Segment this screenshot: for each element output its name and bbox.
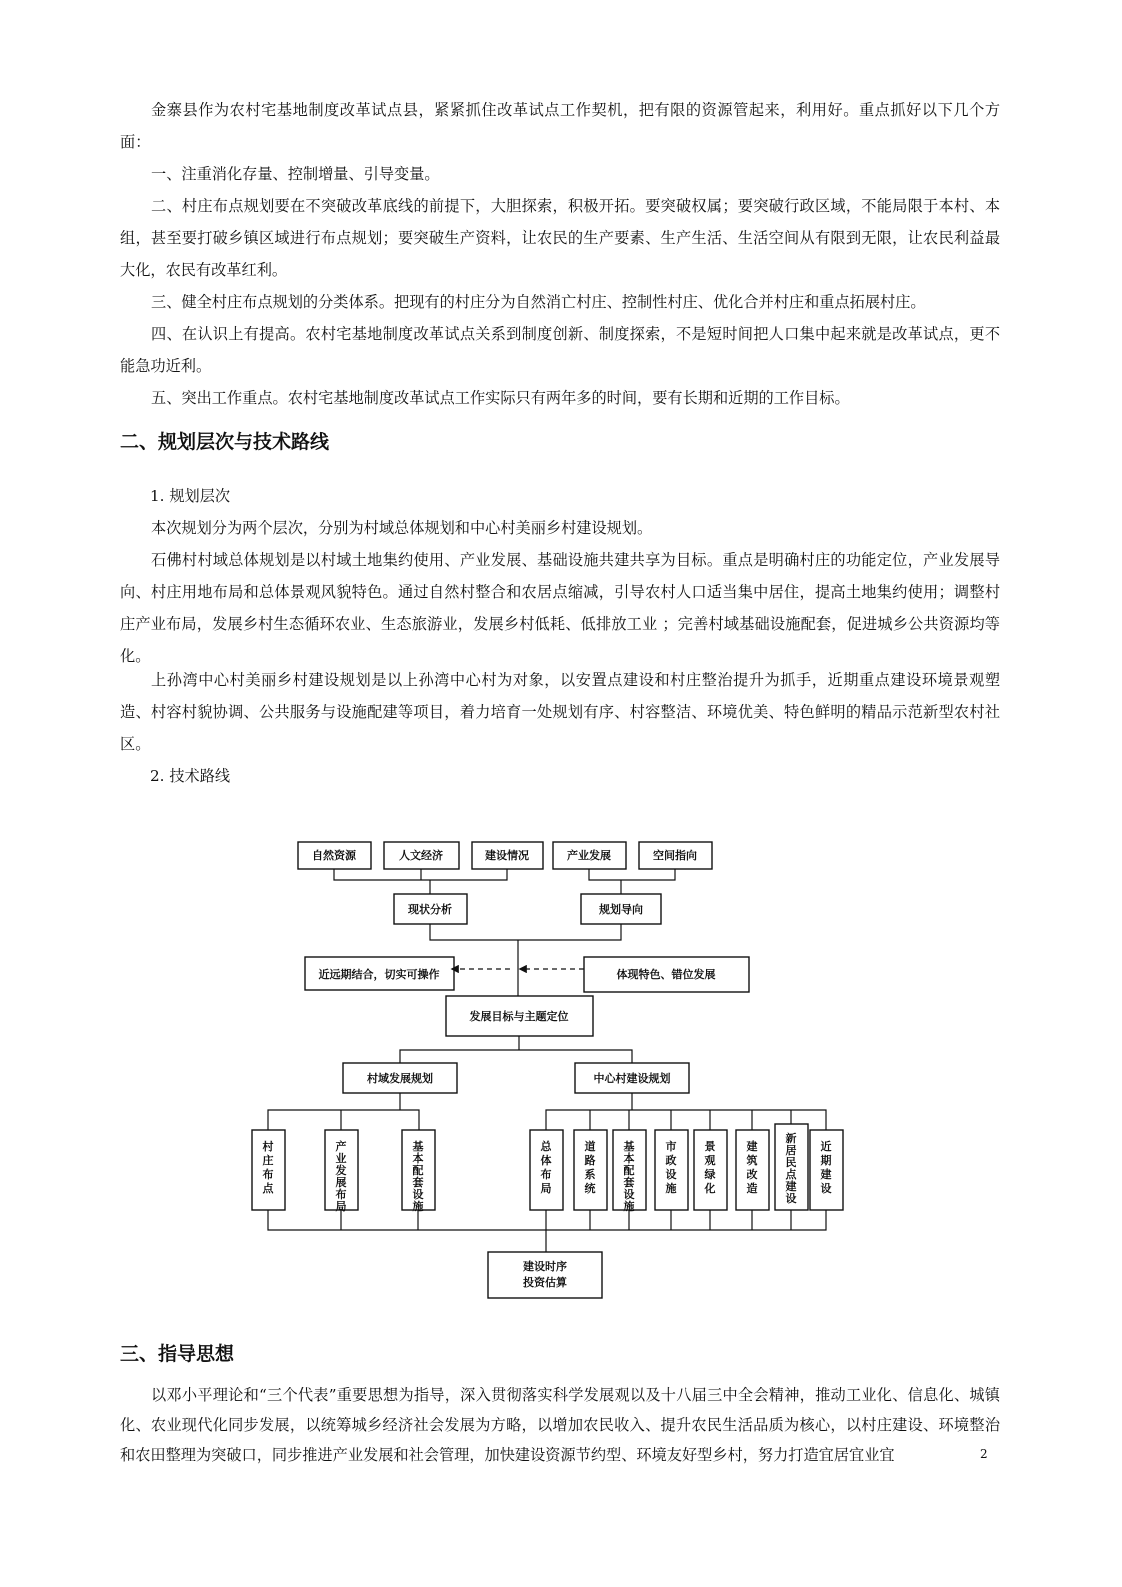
input-box-natural-resources (298, 842, 371, 869)
village-plan-box (343, 1063, 457, 1093)
svg-text:总体布局: 总体布局 (540, 1140, 552, 1195)
svg-text:村域发展规划: 村域发展规划 (367, 1072, 433, 1085)
svg-text:规划导向: 规划导向 (599, 903, 643, 916)
principle-box-left (305, 957, 454, 990)
section-heading-guiding-ideology: 三、指导思想 (120, 1343, 235, 1365)
svg-text:建设情况: 建设情况 (485, 849, 529, 862)
svg-text:投资估算: 投资估算 (523, 1276, 567, 1289)
body-paragraph: 本次规划分为两个层次，分别为村域总体规划和中心村美丽乡村建设规划。 (151, 519, 653, 537)
svg-text:自然资源: 自然资源 (312, 849, 356, 862)
svg-text:基本配套设施: 基本配套设施 (623, 1140, 635, 1213)
leaf-box-municipal-facilities (655, 1130, 688, 1210)
leaf-box-village-facilities (402, 1130, 435, 1213)
svg-text:村庄布点: 村庄布点 (262, 1140, 274, 1195)
svg-text:近期建设: 近期建设 (820, 1140, 832, 1195)
input-box-industry-development (553, 842, 626, 869)
svg-text:体现特色、错位发展: 体现特色、错位发展 (616, 968, 716, 981)
analysis-box (394, 894, 467, 924)
list-item: 四、在认识上有提高。农村宅基地制度改革试点关系到制度创新、制度探索，不是短时间把人口集中起来就是改革试点，更不能急功近利。 (120, 325, 1000, 375)
svg-text:景观绿化: 景观绿化 (704, 1140, 716, 1195)
svg-text:产业发展: 产业发展 (567, 849, 611, 862)
leaf-box-building-renovation (736, 1130, 769, 1210)
svg-text:道路系统: 道路系统 (584, 1140, 596, 1195)
svg-text:新居民点建设: 新居民点建设 (785, 1132, 797, 1205)
svg-text:空间指向: 空间指向 (653, 849, 697, 862)
subheading-planning-levels: 1. 规划层次 (150, 487, 231, 505)
svg-text:建设时序: 建设时序 (523, 1260, 567, 1273)
svg-text:近远期结合，切实可操作: 近远期结合，切实可操作 (318, 968, 440, 981)
intro-paragraph: 金寨县作为农村宅基地制度改革试点县，紧紧抓住改革试点工作契机，把有限的资源管起来，利用好。重点抓好以下几个方面： (120, 101, 1000, 151)
guidance-box (581, 894, 661, 924)
input-box-culture-economy (384, 842, 459, 869)
svg-text:市政设施: 市政设施 (665, 1140, 677, 1195)
list-item: 五、突出工作重点。农村宅基地制度改革试点工作实际只有两年多的时间，要有长期和近期的工作目标。 (151, 389, 850, 407)
svg-text:基本配套设施: 基本配套设施 (412, 1140, 424, 1213)
list-item: 三、健全村庄布点规划的分类体系。把现有的村庄分为自然消亡村庄、控制性村庄、优化合并村庄和重点拓展村庄。 (151, 293, 926, 311)
svg-text:发展目标与主题定位: 发展目标与主题定位 (469, 1010, 569, 1023)
svg-text:现状分析: 现状分析 (408, 903, 452, 916)
leaf-box-industry-layout (325, 1130, 358, 1213)
svg-text:中心村建设规划: 中心村建设规划 (593, 1072, 671, 1085)
body-paragraph: 上孙湾中心村美丽乡村建设规划是以上孙湾中心村为对象，以安置点建设和村庄整治提升为抓手，近期重点建设环境景观塑造、村容村貌协调、公共服务与设施配建等项目，着力培育一处规划有序、村容整洁、环境优美、特色鲜明的精品示范新型农村社区。 (120, 671, 1000, 753)
list-item: 二、村庄布点规划要在不突破改革底线的前提下，大胆探索，积极开拓。要突破权属；要突破行政区域，不能局限于本村、本组，甚至要打破乡镇区域进行布点规划；要突破生产资料，让农民的生产要素、生产生活、生活空间从有限到无限，让农民利益最大化，农民有改革红利。 (120, 197, 1000, 279)
input-box-spatial-orientation (639, 842, 712, 869)
page-number: 2 (980, 1447, 988, 1461)
svg-text:产业发展布局: 产业发展布局 (335, 1140, 347, 1213)
input-box-construction-status (472, 842, 543, 869)
center-plan-box (575, 1063, 689, 1093)
leaf-box-road-system (574, 1130, 607, 1210)
svg-text:建筑改造: 建筑改造 (746, 1140, 758, 1195)
svg-text:人文经济: 人文经济 (399, 849, 443, 862)
leaf-box-near-term-construction (810, 1130, 843, 1210)
leaf-box-landscape-greening (694, 1130, 727, 1210)
principle-box-right (584, 957, 749, 992)
leaf-box-village-layout (252, 1130, 285, 1210)
final-box (488, 1252, 602, 1298)
body-paragraph: 石佛村村域总体规划是以村域土地集约使用、产业发展、基础设施共建共享为目标。重点是明确村庄的功能定位，产业发展导向、村庄用地布局和总体景观风貌特色。通过自然村整合和农居点缩减，引导农村人口适当集中居住，提高土地集约使用；调整村庄产业布局，发展乡村生态循环农业、生态旅游业，发展乡村低耗、低排放工业 ；完善村域基础设施配套，促进城乡公共资源均等化。 (120, 551, 1000, 665)
leaf-box-new-settlement (775, 1124, 808, 1210)
subheading-technical-route: 2. 技术路线 (150, 767, 231, 785)
goal-box (446, 996, 593, 1036)
leaf-box-center-facilities (613, 1130, 646, 1213)
section-heading-planning: 二、规划层次与技术路线 (120, 431, 330, 453)
body-paragraph: 以邓小平理论和“三个代表”重要思想为指导，深入贯彻落实科学发展观以及十八届三中全会精神，推动工业化、信息化、城镇化、农业现代化同步发展，以统筹城乡经济社会发展为方略，以增加农民收入、提升农民生活品质为核心，以村庄建设、环境整治和农田整理为突破口，同步推进产业发展和社会管理，加快建设资源节约型、环境友好型乡村，努力打造宜居宜业宜 (120, 1386, 1000, 1464)
leaf-box-overall-layout (530, 1130, 563, 1210)
list-item: 一、注重消化存量、控制增量、引导变量。 (151, 165, 440, 183)
